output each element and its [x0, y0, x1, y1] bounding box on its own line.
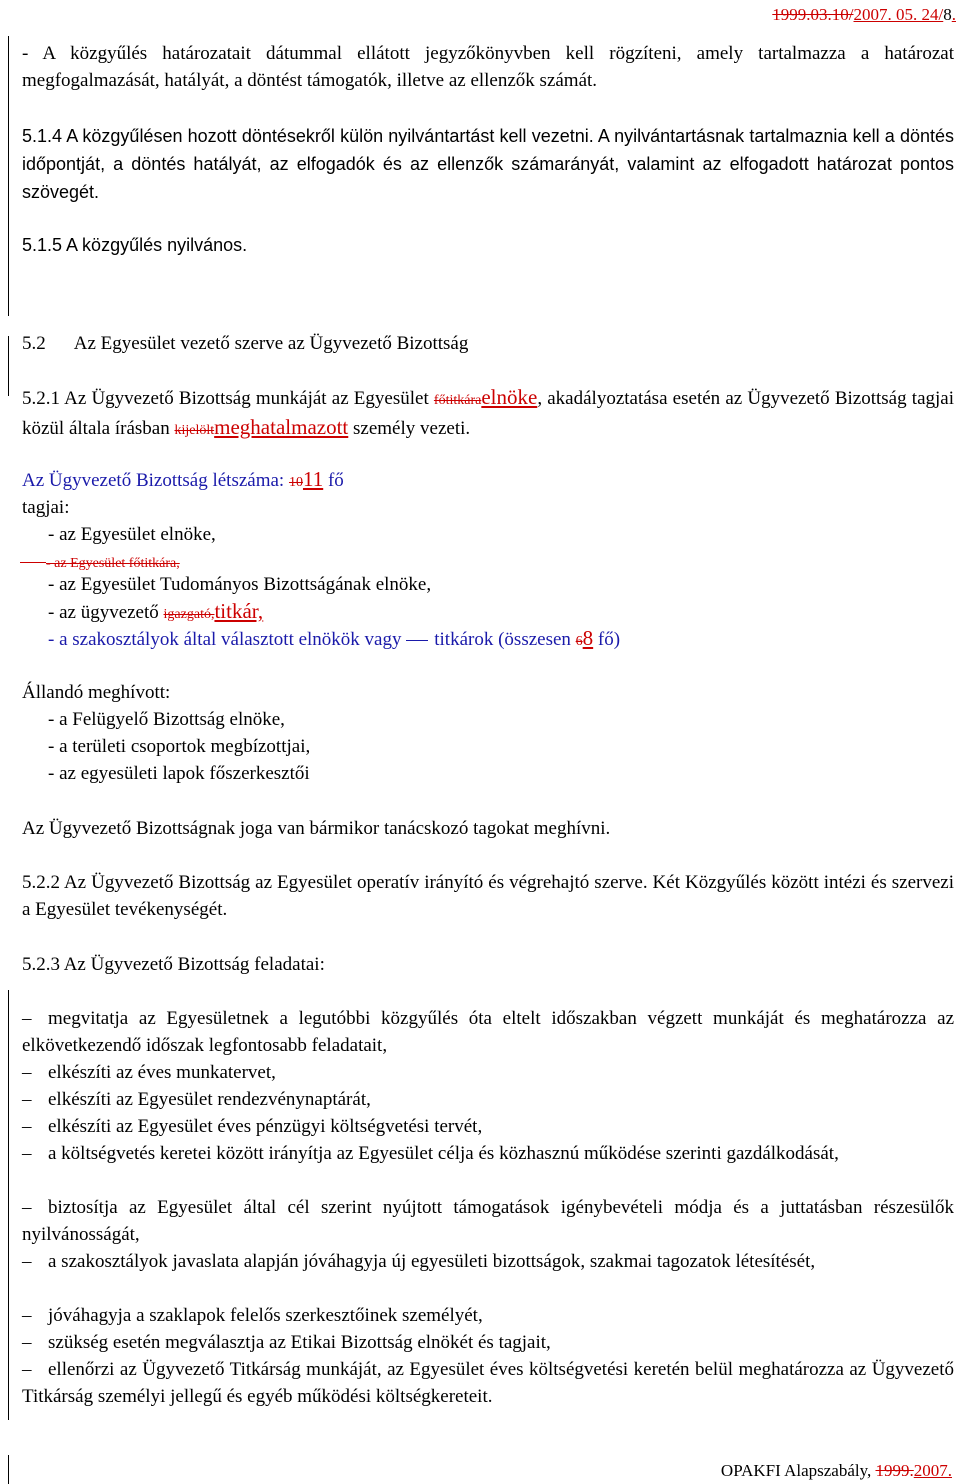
change-bar — [8, 336, 9, 396]
header-date-new: 2007. 05. 24/ — [853, 5, 944, 24]
page-header: 1999.03.10/2007. 05. 24/8. — [772, 5, 956, 24]
minutes-paragraph: - A közgyűlés határozatait dátummal ellátott jegyzőkönyvben kell rögzíteni, amely tartalmazza a határozat megfogalmazását, hatályát, a döntést támogatók, illetve az ellenzők számát. — [22, 43, 954, 91]
task-item: – elkészíti az éves munkatervet, — [22, 1062, 276, 1083]
header-date-old: 1999.03.10/ — [772, 5, 854, 24]
task-item: – ellenőrzi az Ügyvezető Titkárság munkáját, az Egyesület éves költségvetési keretén belül meghatározza az Ügyvezető Titkárság személyi jellegű és egyéb működési költségkereteit. — [22, 1359, 954, 1407]
task-item: – elkészíti az Egyesület rendezvénynaptárát, — [22, 1089, 371, 1110]
invited-item: - a Felügyelő Bizottság elnöke, — [48, 709, 285, 730]
members-label: tagjai: — [22, 497, 70, 518]
member-item: - az Egyesület elnöke, — [48, 524, 216, 545]
advisory-paragraph: Az Ügyvezető Bizottságnak joga van bármikor tanácskozó tagokat meghívni. — [22, 818, 611, 839]
header-page: 8 — [943, 5, 952, 24]
section-5-2-1: 5.2.1 Az Ügyvezető Bizottság munkáját az Egyesület főtitkáraelnöke, akadályoztatása esetén az Ügyvezető Bizottság tagjai közül általa írásban kijelöltmeghatalmazott személy vezeti. — [22, 385, 954, 439]
section-5-2-heading: 5.2 Az Egyesület vezető szerve az Ügyvezető Bizottság — [22, 333, 469, 354]
change-bar — [8, 990, 9, 1420]
member-item: - az Egyesület Tudományos Bizottságának elnöke, — [48, 574, 432, 595]
task-item: – a szakosztályok javaslata alapján jóváhagyja új egyesületi bizottságok, szakmai tagozatok létesítését, — [22, 1251, 816, 1272]
task-item: – jóváhagyja a szaklapok felelős szerkesztőinek személyét, — [22, 1305, 483, 1326]
invited-item: - az egyesületi lapok főszerkesztői — [48, 763, 310, 784]
page-footer: OPAKFI Alapszabály, 1999.2007. — [720, 1461, 952, 1480]
task-item: – megvitatja az Egyesületnek a legutóbbi közgyűlés óta eltelt időszakban végzett munkáját és meghatározza az elkövetkezendő időszak legfontosabb feladatait, — [22, 1008, 954, 1056]
member-item: - az ügyvezető igazgató,titkár, — [48, 599, 264, 623]
invited-title: Állandó meghívott: — [22, 682, 171, 703]
section-5-1-5: 5.1.5 A közgyűlés nyilvános. — [22, 235, 248, 255]
member-item: - a szakosztályok által választott elnökök vagy titkárok (összesen 68 fő) — [48, 626, 621, 650]
task-list — [22, 1005, 954, 1410]
change-bar — [8, 36, 9, 316]
section-5-1-4: 5.1.4 A közgyűlésen hozott döntésekről külön nyilvántartást kell vezetni. A nyilvántartásnak tartalmaznia kell a döntés időpontját, a döntés hatályát, az elfogadók és az ellenzők számarányát, valamint az elfogadott határozat pontos szövegét. — [22, 126, 954, 202]
task-item: – biztosítja az Egyesület által cél szerint nyújtott támogatások igénybevételi módja és a juttatásban részesülők nyilvánosságát, — [22, 1197, 954, 1245]
section-5-2-2: 5.2.2 Az Ügyvezető Bizottság az Egyesület operatív irányító és végrehajtó szerve. Két Közgyűlés között intézi és szervezi a Egyesület tevékenységét. — [22, 872, 954, 920]
member-item-deleted: - az Egyesület főtitkára, — [20, 548, 180, 577]
task-item: – szükség esetén megválasztja az Etikai Bizottság elnökét és tagjait, — [22, 1332, 551, 1353]
section-5-2-3: 5.2.3 Az Ügyvezető Bizottság feladatai: — [22, 954, 325, 975]
invited-item: - a területi csoportok megbízottjai, — [48, 736, 311, 757]
member-count: Az Ügyvezető Bizottság létszáma: 1011 fő — [22, 467, 344, 491]
change-bar — [8, 1455, 9, 1484]
task-item: – elkészíti az Egyesület éves pénzügyi költségvetési tervét, — [22, 1116, 483, 1137]
task-item: – a költségvetés keretei között irányítja az Egyesület célja és közhasznú működése szerinti gazdálkodását, — [22, 1143, 839, 1164]
